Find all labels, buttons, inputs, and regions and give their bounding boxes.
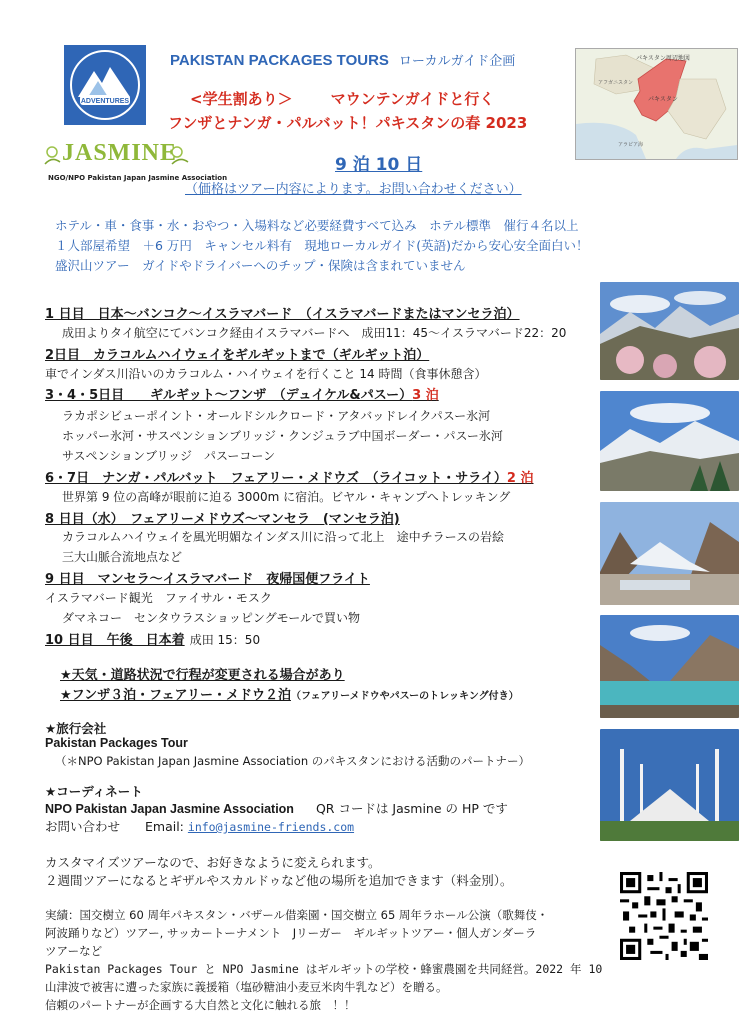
summary-line-3: 盛沢山ツアー ガイドやドライバーへのチップ・保険は含まれていません bbox=[55, 258, 466, 273]
brand-title: PAKISTAN PACKAGES TOURS ローカルガイド企画 bbox=[170, 52, 516, 69]
jasmine-wordmark: JASMINE bbox=[62, 140, 178, 166]
day-6-7: 6・7日 ナンガ・パルバット フェアリー・メドウズ （ライコット・サライ）2 泊 bbox=[45, 471, 534, 486]
agency-name: Pakistan Packages Tour bbox=[45, 736, 188, 750]
record-line-2: 阿波踊りなど）ツアー, サッカートーナメント Jリーガー ギルギットツアー・個人ガンダーラ bbox=[45, 926, 537, 940]
duration-title: 9 泊 10 日 bbox=[335, 155, 423, 175]
day-8-desc-2: 三大山脈合流地点など bbox=[62, 550, 183, 564]
qr-code[interactable] bbox=[620, 872, 708, 960]
record-line-3: ツアーなど bbox=[45, 944, 103, 958]
svg-text:ADVENTURES: ADVENTURES bbox=[80, 98, 130, 105]
day-3-desc-1: ラカポシビューポイント・オールドシルクロード・アタバッドレイクパスー氷河 bbox=[62, 409, 491, 423]
day-3-desc-2: ホッパー氷河・サスペンションブリッジ・クンジュラブ中国ボーダー・パスー氷河 bbox=[62, 429, 503, 443]
coordinate-heading: ★コーディネート bbox=[45, 784, 143, 799]
photo-attabad-lake bbox=[600, 615, 739, 718]
day-3-desc-3: サスペンションブリッジ パスーコーン bbox=[62, 449, 276, 463]
map-sea-label: アラビア海 bbox=[618, 142, 644, 148]
day-1: 1 日目 日本～バンコク～イスラマバード （イスラマバードまたはマンセラ泊） bbox=[45, 307, 520, 322]
record-line-6: 信頼のパートナーが企画する大自然と文化に触れる旅 ！！ bbox=[45, 998, 356, 1012]
photo-hunza-blossoms bbox=[600, 282, 739, 380]
day-3-5: 3・4・5日目 ギルギット～フンザ （デュイケル&パスー）3 泊 bbox=[45, 388, 439, 403]
day-10: 10 日目 午後 日本着 成田 15：50 bbox=[45, 633, 261, 648]
summary-line-2: １人部屋希望 ＋6 万円 キャンセル料有 現地ローカルガイド(英語)だから安心安全面白い！ bbox=[55, 238, 589, 253]
record-line-4: Pakistan Packages Tour と NPO Jasmine はギルギットの学校・蜂蜜農園を共同経営。2022 年 10 bbox=[45, 962, 603, 976]
tour-company-logo bbox=[64, 45, 146, 125]
photo-passu-glacier bbox=[600, 502, 739, 605]
record-line-1: 実績：国交樹立 60 周年パキスタン・バザール借楽園・国交樹立 65 周年ラホール公演（歌舞伎・ bbox=[45, 908, 549, 922]
note-weather: ★天気・道路状況で行程が変更される場合があり bbox=[60, 668, 345, 683]
coordinate-line: NPO Pakistan Japan Jasmine Association QR コードは Jasmine の HP です bbox=[45, 801, 508, 816]
headline-discount: <学生割あり＞ マウンテンガイドと行く bbox=[190, 90, 495, 108]
custom-line-1: カスタマイズツアーなので、お好きなように変えられます。 bbox=[45, 855, 381, 870]
day-6-desc: 世界第 9 位の高峰が眼前に迫る 3000m に宿泊。ビヤル・キャンプへトレッキング bbox=[62, 490, 511, 504]
jasmine-subtitle: NGO/NPO Pakistan Japan Jasmine Association bbox=[48, 174, 228, 182]
pakistan-map bbox=[575, 48, 738, 160]
map-country-label: パキスタン bbox=[648, 96, 678, 103]
map-neighbor-label: アフガニスタン bbox=[598, 80, 633, 86]
agency-heading: ★旅行会社 bbox=[45, 721, 107, 736]
map-label: パキスタン周辺地図 bbox=[636, 55, 690, 62]
day-9-desc-1: イスラマバード観光 ファイサル・モスク bbox=[45, 591, 272, 605]
photo-glacier-peaks bbox=[600, 391, 739, 491]
headline-main: フンザとナンガ・パルバット！パキスタンの春 2023 bbox=[168, 114, 528, 132]
day-9-desc-2: ダマネコー センタウラスショッピングモールで買い物 bbox=[62, 611, 360, 625]
day-8-desc-1: カラコルムハイウェイを風光明媚なインダス川に沿って北上 途中チラースの岩絵 bbox=[62, 530, 504, 544]
price-note: （価格はツアー内容によります。お問い合わせください） bbox=[185, 182, 522, 197]
day-8: 8 日目（水） フェアリーメドウズ～マンセラ (マンセラ泊) bbox=[45, 512, 400, 527]
day-1-desc: 成田よりタイ航空にてバンコク経由イスラマバードへ 成田11：45～イスラマバード22：20 bbox=[62, 326, 567, 340]
custom-line-2: ２週間ツアーになるとギザルやスカルドゥなど他の場所を追加できます（料金別）。 bbox=[45, 873, 513, 888]
record-line-5: 山津波で被害に遭った家族に義援箱（塩砂糖油小麦豆米肉牛乳など）を贈る。 bbox=[45, 980, 448, 994]
day-9: 9 日目 マンセラ～イスラマバード 夜帰国便フライト bbox=[45, 572, 370, 587]
contact-line: お問い合わせ Email: info@jasmine-friends.com bbox=[45, 819, 355, 834]
photo-faisal-mosque bbox=[600, 729, 739, 841]
email-link[interactable]: info@jasmine-friends.com bbox=[187, 820, 355, 834]
day-2: 2日目 カラコルムハイウェイをギルギットまで（ギルギット泊） bbox=[45, 348, 430, 363]
note-stay: ★フンザ３泊・フェアリー・メドウ２泊（フェアリーメドウやパスーのトレッキング付き） bbox=[60, 688, 519, 703]
summary-line-1: ホテル・車・食事・水・おやつ・入場料など必要経費すべて込み ホテル標準 催行４名以上 bbox=[55, 218, 579, 233]
agency-desc: （＊NPO Pakistan Japan Jasmine Association のパキスタンにおける活動のパートナー） bbox=[55, 754, 531, 768]
day-2-desc: 車でインダス川沿いのカラコルム・ハイウェイを行くこと 14 時間（食事休憩含） bbox=[45, 367, 487, 381]
